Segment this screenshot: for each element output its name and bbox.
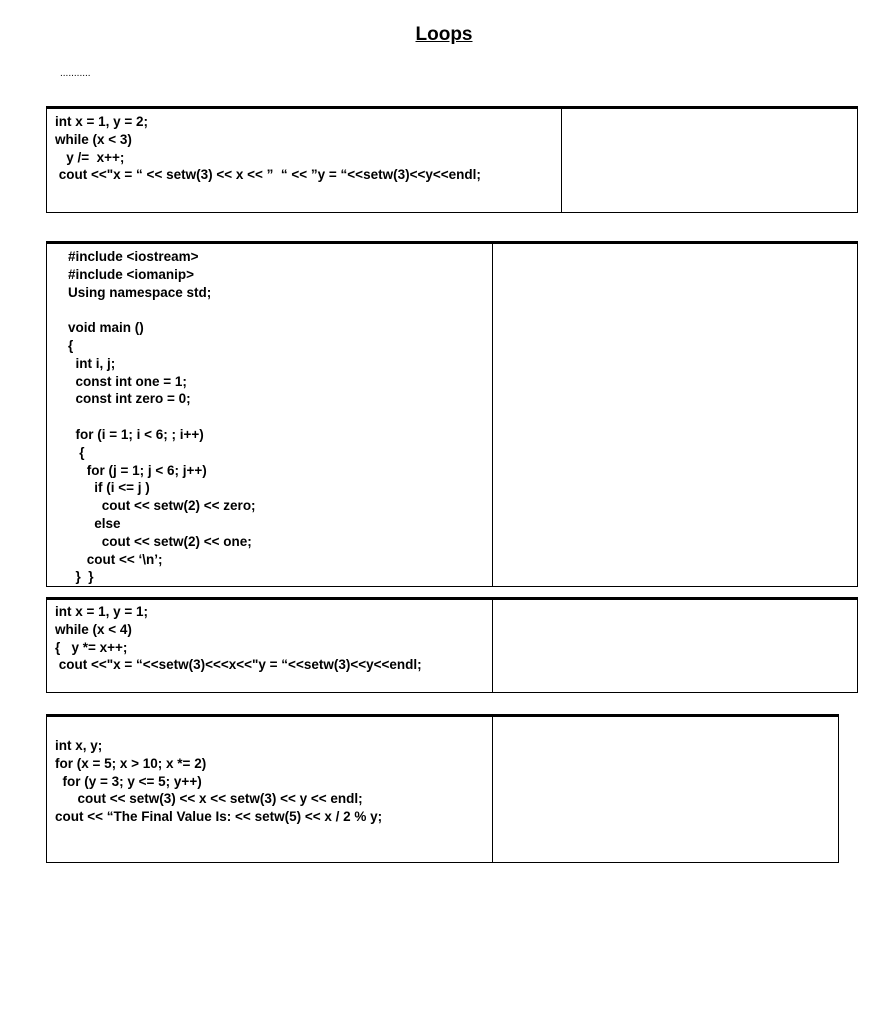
- exercise-1-code-cell: [47, 108, 562, 213]
- exercise-1-answer-cell[interactable]: [562, 108, 858, 213]
- exercise-4-code-cell: [47, 716, 493, 863]
- exercise-2-table: [46, 241, 858, 587]
- dotted-placeholder: ...........: [60, 68, 91, 79]
- page-title: Loops: [415, 24, 473, 45]
- exercise-2-answer-cell[interactable]: [493, 243, 858, 587]
- exercise-4-answer-cell[interactable]: [493, 716, 839, 863]
- exercise-2-code-cell: [47, 243, 493, 587]
- exercise-4-table: [46, 714, 839, 863]
- exercise-1-table: [46, 106, 858, 213]
- exercise-3-code: int x = 1, y = 1; while (x < 4) { y *= x++; cout <<"x = “<<setw(3)<<<x<<"y = “<<setw(3)<<y<<endl;: [55, 604, 422, 673]
- exercise-4-code: int x, y; for (x = 5; x > 10; x *= 2) for (y = 3; y <= 5; y++) cout << setw(3) << x << setw(3) << y << endl; cout << “The Final Value Is: << setw(5) << x / 2 % y;: [55, 738, 383, 825]
- exercise-2-code: #include <iostream> #include <iomanip> Using namespace std; void main () { int i, j; const int one = 1; const int zero = 0; for (i = 1; i < 6; ; i++) { for (j = 1; j < 6; j++) if (i <= j ) cout << setw(2) << zero; else cout << setw(2) << one; cout << ‘\n’; } }: [68, 249, 256, 585]
- exercise-3-answer-cell[interactable]: [493, 599, 858, 693]
- exercise-1-code: int x = 1, y = 2; while (x < 3) y /= x++; cout <<"x = “ << setw(3) << x << ” “ << ”y = “<<setw(3)<<y<<endl;: [55, 114, 481, 183]
- exercise-3-table: [46, 597, 858, 693]
- exercise-3-code-cell: [47, 599, 493, 693]
